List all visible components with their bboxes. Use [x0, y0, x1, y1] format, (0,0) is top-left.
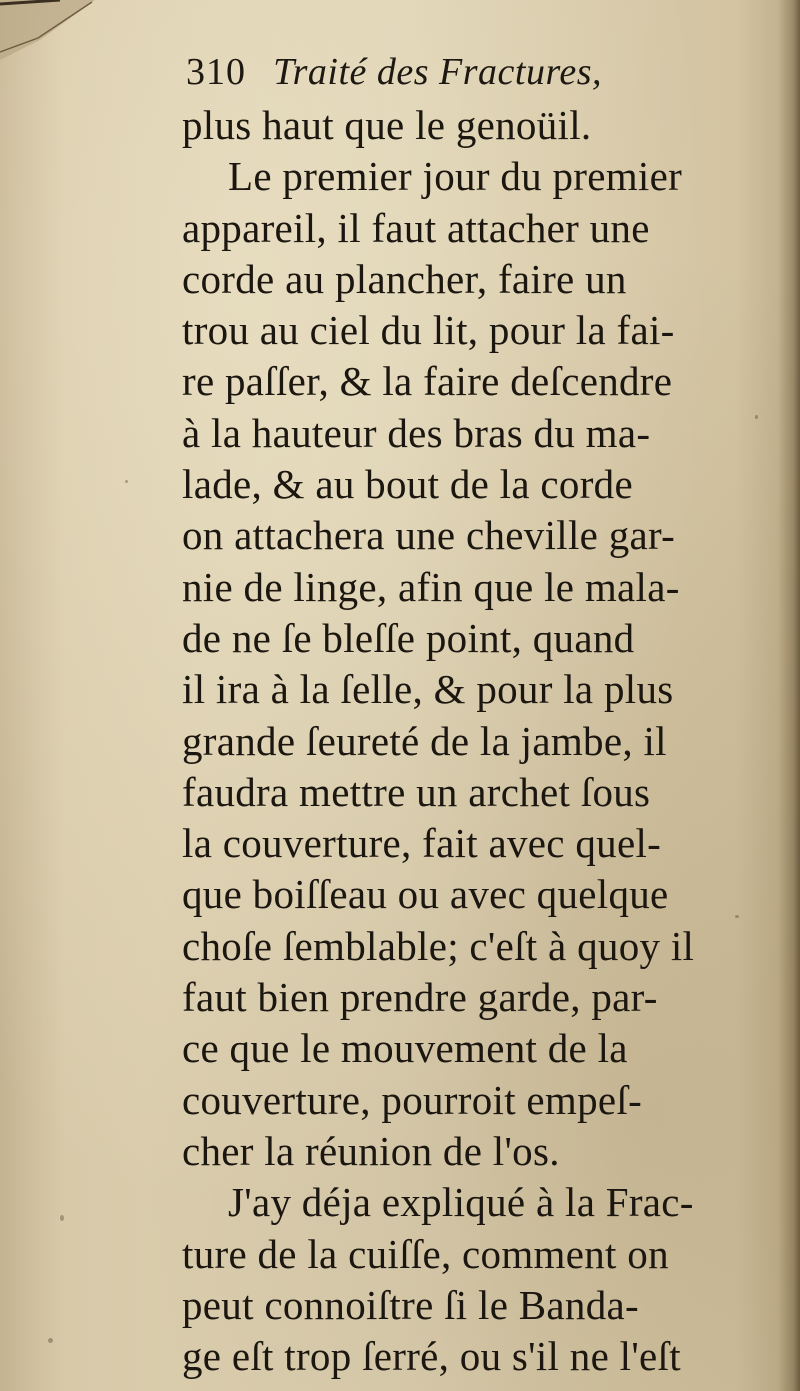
paper-speck — [755, 415, 758, 419]
text-line: lade, & au bout de la corde — [182, 461, 633, 508]
paper-speck — [48, 1338, 53, 1343]
text-line: trou au ciel du lit, pour la fai- — [182, 307, 675, 354]
text-line: J'ay déja expliqué à la Frac- — [228, 1179, 694, 1226]
text-line: ce que le mouvement de la — [182, 1025, 628, 1072]
text-line: de ne ſe bleſſe point, quand — [182, 614, 635, 661]
running-title: Traité des Fractures, — [273, 51, 603, 93]
text-line: il ira à la ſelle, & pour la plus — [182, 666, 674, 713]
text-line: nie de linge, afin que le mala- — [182, 563, 680, 610]
text-line: re paſſer, & la faire deſcendre — [182, 358, 673, 405]
text-line: Le premier jour du premier — [228, 153, 683, 200]
page-number: 310 — [186, 51, 246, 93]
text-line: la couverture, fait avec quel- — [182, 820, 662, 867]
text-line: ge eſt trop ſerré, ou s'il ne l'eſt — [182, 1333, 681, 1380]
text-line: choſe ſemblable; c'eſt à quoy il — [182, 922, 695, 969]
paper-speck — [125, 480, 128, 483]
text-line: couverture, pourroit empeſ- — [182, 1076, 643, 1123]
body-text — [182, 100, 712, 1382]
torn-corner-mark — [0, 0, 120, 70]
page-edge-shadow — [778, 0, 800, 1391]
paper-speck — [735, 915, 739, 918]
text-line: à la hauteur des bras du ma- — [182, 409, 651, 456]
text-line: ture de la cuiſſe, comment on — [182, 1230, 669, 1277]
text-line: que boiſſeau ou avec quelque — [182, 871, 669, 918]
text-line: faudra mettre un archet ſous — [182, 768, 651, 815]
text-line: peut connoiſtre ſi le Banda- — [182, 1281, 639, 1328]
paper-speck — [60, 1215, 64, 1221]
page-header — [186, 50, 686, 98]
text-line: appareil, il faut attacher une — [182, 204, 650, 251]
text-line: cher la réunion de l'os. — [182, 1127, 560, 1174]
text-line: grande ſeureté de la jambe, il — [182, 717, 667, 764]
text-line: faut bien prendre garde, par- — [182, 974, 658, 1021]
text-line: on attachera une cheville gar- — [182, 512, 676, 559]
text-line: corde au plancher, faire un — [182, 255, 627, 302]
text-line: plus haut que le genoüil. — [182, 102, 592, 148]
